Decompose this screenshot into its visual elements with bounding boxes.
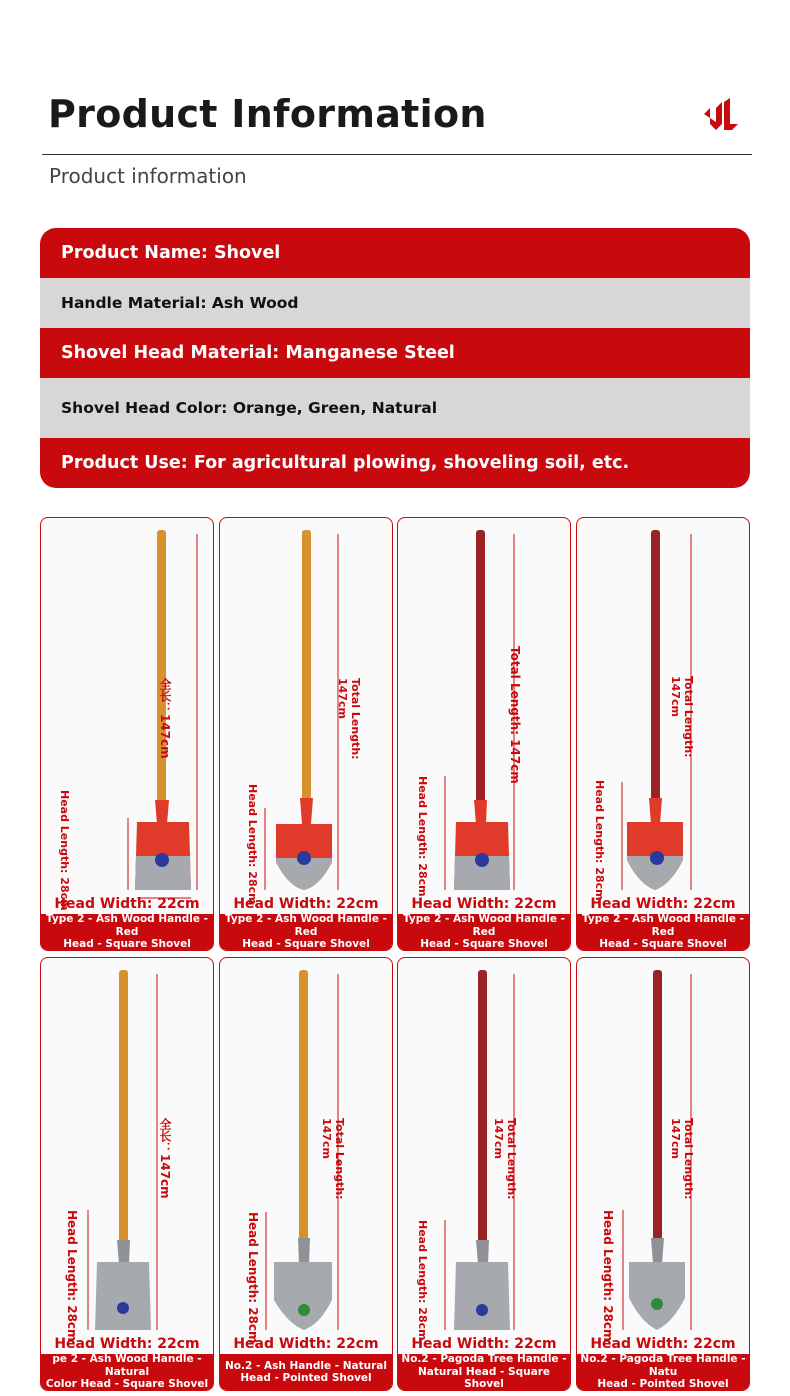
section-subtitle: Product information <box>49 164 247 188</box>
page-title: Product Information <box>48 92 487 136</box>
product-name-text: Product Name: Shovel <box>61 243 281 263</box>
head-length-label: Head Length: 28cm <box>416 776 429 897</box>
total-length-label: Total Length: 147cm <box>669 676 695 758</box>
head-color-row <box>40 378 750 438</box>
head-length-label: Head Length: 28cm <box>416 1220 429 1341</box>
total-length-label: Total Length: 147cm <box>320 1118 346 1200</box>
head-width-label: Head Width: 22cm <box>233 1336 379 1352</box>
product-caption: No.2 - Pagoda Tree Handle - Natu Head - Pointed Shovel <box>577 1354 749 1390</box>
total-length-label: Total Length: 147cm <box>508 646 522 784</box>
handle-material-text: Handle Material: Ash Wood <box>61 294 299 312</box>
product-card-5[interactable] <box>40 957 214 1391</box>
total-length-label: Total Length: 147cm <box>669 1118 695 1200</box>
head-width-label: Head Width: 22cm <box>233 896 379 912</box>
total-length-label: Total Length: 147cm <box>492 1118 518 1200</box>
product-card-6[interactable] <box>219 957 393 1391</box>
product-card-4[interactable] <box>576 517 750 951</box>
product-name-row <box>40 228 750 278</box>
product-card-7[interactable] <box>397 957 571 1391</box>
product-card-3[interactable] <box>397 517 571 951</box>
brand-logo-icon <box>700 94 740 134</box>
head-width-label: Head Width: 22cm <box>54 1336 200 1352</box>
product-caption: Type 2 - Ash Wood Handle - Red Head - Square Shovel <box>41 914 213 950</box>
head-length-label: Head Length: 28cm <box>246 1212 260 1344</box>
product-card-8[interactable] <box>576 957 750 1391</box>
head-material-row <box>40 328 750 378</box>
header-divider <box>42 154 752 155</box>
head-length-label: Head Length: 28cm <box>601 1210 615 1342</box>
product-caption: No.2 - Ash Handle - Natural Head - Pointed Shovel <box>220 1354 392 1390</box>
head-width-label: Head Width: 22cm <box>411 896 557 912</box>
head-length-label: Head Length: 28cm <box>65 1210 79 1342</box>
product-use-row <box>40 438 750 488</box>
handle-material-row <box>40 278 750 328</box>
product-info-table <box>40 228 750 488</box>
total-length-label: Total Length: 147cm <box>336 678 362 760</box>
product-card-1[interactable] <box>40 517 214 951</box>
product-card-2[interactable] <box>219 517 393 951</box>
head-length-label: Head Length: 28cm <box>58 790 71 911</box>
head-length-label: Head Length: 28cm <box>246 784 259 905</box>
product-caption: Type 2 - Ash Wood Handle - Red Head - Square Shovel <box>220 914 392 950</box>
head-color-text: Shovel Head Color: Orange, Green, Natural <box>61 399 438 417</box>
product-caption: No.2 - Pagoda Tree Handle - Natural Head - Square Shovel <box>398 1354 570 1390</box>
head-width-label: Head Width: 22cm <box>590 1336 736 1352</box>
product-caption: pe 2 - Ash Wood Handle - Natural Color Head - Square Shovel <box>41 1354 213 1390</box>
total-length-label: 全长：147cm <box>158 678 172 759</box>
head-material-text: Shovel Head Material: Manganese Steel <box>61 343 455 363</box>
head-width-label: Head Width: 22cm <box>411 1336 557 1352</box>
head-length-label: Head Length: 28cm <box>593 780 606 901</box>
total-length-label: 全长：147cm <box>158 1118 172 1199</box>
product-use-text: Product Use: For agricultural plowing, shoveling soil, etc. <box>61 453 630 473</box>
product-caption: Type 2 - Ash Wood Handle - Red Head - Square Shovel <box>398 914 570 950</box>
head-width-label: Head Width: 22cm <box>590 896 736 912</box>
head-width-label: Head Width: 22cm <box>54 896 200 912</box>
product-caption: Type 2 - Ash Wood Handle - Red Head - Square Shovel <box>577 914 749 950</box>
